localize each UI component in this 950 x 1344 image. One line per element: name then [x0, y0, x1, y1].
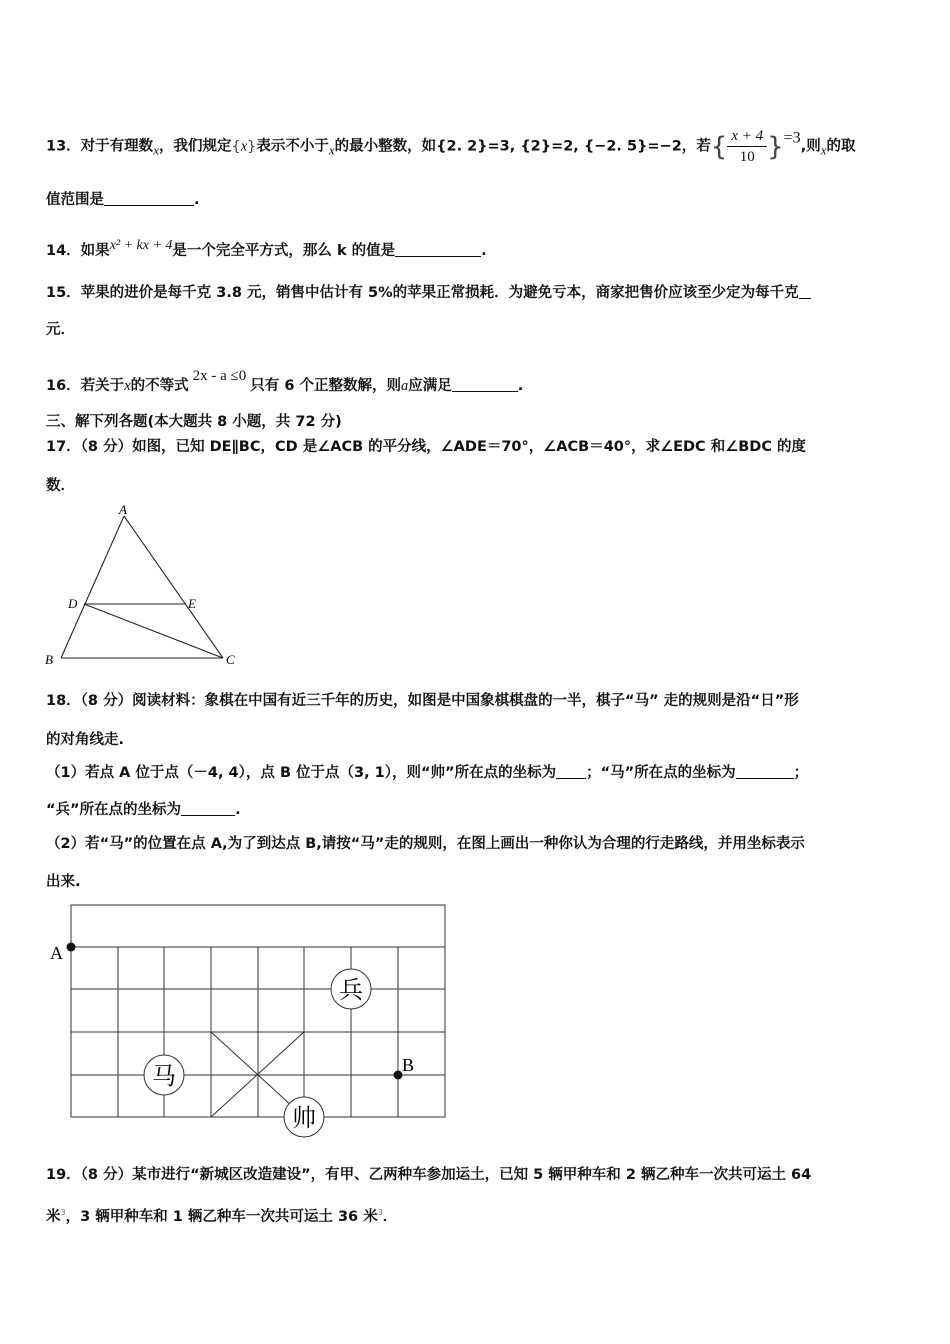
- label-a: A: [119, 502, 127, 517]
- q13-text-b: ，我们规定: [158, 138, 232, 155]
- q14-line: [46, 236, 487, 261]
- q18-line2-text: 的对角线走.: [46, 732, 125, 748]
- q13-frac-num: x + 4: [727, 126, 767, 147]
- q13-var-x: x: [153, 142, 159, 158]
- q19-text-a: 米: [46, 1208, 61, 1225]
- q16-text-c: 只有 6 个正整数解，则: [250, 378, 401, 394]
- q13-brace-open: {: [231, 138, 241, 155]
- q18-p1-text-d: “兵”所在点的坐标为: [46, 802, 182, 818]
- label-d: D: [68, 596, 78, 611]
- q16-period: .: [517, 378, 524, 394]
- q18-line1: [46, 691, 799, 711]
- q14-text-a: 14．如果: [46, 243, 110, 259]
- label-point-b: B: [402, 1055, 415, 1075]
- piece-bing-label: 兵: [339, 978, 363, 1004]
- q13-text-e: ,则: [800, 138, 821, 155]
- q19-text: 19．（8 分）某市进行“新城区改造建设”，有甲、乙两种车参加运土，已知 5 辆甲种车和 2 辆乙种车一次共可运土 64: [46, 1167, 812, 1183]
- q18-part2-line1: [46, 834, 805, 854]
- point-a: [67, 943, 76, 952]
- q14-text-b: 是一个完全平方式，那么 k 的值是: [172, 243, 396, 259]
- label-e: E: [188, 596, 196, 611]
- q16-var-x: x: [124, 378, 131, 394]
- q18-part1-line2: [46, 800, 241, 820]
- q19-line1: [46, 1165, 811, 1185]
- q19-text-c: ．: [382, 1208, 398, 1225]
- q17-text: 17．（8 分）如图，已知 DE∥BC，CD 是∠ACB 的平分线，∠ADE＝70°，∠ACB＝40°，求∠EDC 和∠BDC 的度: [46, 439, 807, 455]
- q17-line1: [46, 437, 806, 457]
- q14-period: .: [481, 243, 487, 259]
- q13-frac-den: 10: [739, 149, 755, 165]
- q14-answer-blank[interactable]: [395, 242, 481, 257]
- q18-part2-line2: [46, 872, 81, 892]
- q18-ma-blank[interactable]: [736, 764, 794, 779]
- q16-text-a: 16．若关于: [46, 378, 125, 394]
- label-b: B: [45, 652, 53, 667]
- q19-sup2: 3: [377, 1208, 383, 1217]
- q15-line2-text: 元．: [46, 322, 75, 338]
- q14-expr: x² + kx + 4: [109, 238, 173, 253]
- q17-line2: [46, 476, 75, 496]
- q13-line1: [46, 126, 855, 167]
- q13-line2: [46, 190, 200, 210]
- q13-line2-text: 值范围是: [46, 192, 104, 208]
- segment-ab: [61, 516, 124, 658]
- q17-line2-text: 数．: [46, 478, 75, 494]
- q13-fraction: [727, 126, 767, 167]
- triangle-figure: [40, 500, 250, 670]
- q13-text-f: 的取: [826, 138, 856, 155]
- q15-text: 15．苹果的进价是每千克 3.8 元，销售中估计有 5%的苹果正常损耗．为避免亏本，商家把售价应该至少定为每千克: [46, 285, 799, 301]
- piece-ma-label: 马: [152, 1064, 176, 1090]
- q15-line2: [46, 320, 75, 340]
- q13-answer-blank[interactable]: [104, 191, 194, 206]
- q13-period: .: [194, 192, 200, 208]
- q15-answer-blank[interactable]: [799, 284, 811, 299]
- q16-answer-blank[interactable]: [452, 377, 518, 392]
- q18-p2-text: （2）若“马”的位置在点 A,为了到达点 B,请按“马”走的规则，在图上画出一种你认为合理的行走路线，并用坐标表示: [46, 836, 805, 852]
- segment-ac: [124, 516, 223, 658]
- q18-text: 18．（8 分）阅读材料：象棋在中国有近三千年的历史，如图是中国象棋棋盘的一半，棋子“马” 走的规则是沿“日”形: [46, 693, 799, 709]
- label-c: C: [226, 652, 235, 667]
- q16-text-b: 的不等式: [130, 378, 189, 394]
- piece-ma[interactable]: [144, 1055, 184, 1095]
- q18-p1-text-b: ；“马”所在点的坐标为: [586, 765, 736, 781]
- chess-board: [40, 895, 460, 1145]
- q13-eq: =3: [783, 129, 801, 147]
- q13-brace-close: }: [247, 138, 257, 155]
- q16-var-a: a: [400, 378, 409, 394]
- piece-shuai[interactable]: [284, 1097, 324, 1137]
- q16-line: [46, 366, 523, 396]
- q19-line2: [46, 1203, 397, 1227]
- label-point-a: A: [50, 943, 63, 963]
- q13-text-d: 的最小整数，如{2. 2}=3, {2}=2, {−2. 5}=−2，若: [334, 138, 711, 155]
- q15-line1: [46, 283, 811, 303]
- q13-text-a: 13．对于有理数: [46, 138, 154, 155]
- section3-text: 三、解下列各题(本大题共 8 小题，共 72 分): [46, 414, 342, 430]
- q16-inequality: 2x - a ≤0: [192, 368, 247, 384]
- q13-brace-x: x: [240, 138, 248, 155]
- q18-p1-text-c: ；: [793, 765, 809, 781]
- q13-frac-brace-close: }: [767, 131, 784, 162]
- q16-text-d: 应满足: [408, 378, 452, 394]
- q13-frac-brace-open: {: [710, 131, 728, 162]
- q19-text-b: ，3 辆甲种车和 1 辆乙种车一次共可运土 36 米: [65, 1208, 378, 1225]
- piece-shuai-label: 帅: [292, 1106, 316, 1132]
- segment-dc: [84, 604, 223, 658]
- q13-var-x2: x: [328, 142, 335, 158]
- q18-p1-period: .: [235, 802, 241, 818]
- board-grid: [71, 905, 445, 1117]
- q19-sup1: 3: [60, 1208, 66, 1217]
- q13-var-x3: x: [820, 142, 827, 158]
- section3-heading: [46, 412, 342, 432]
- q18-p2-line2-text: 出来.: [46, 874, 81, 890]
- q18-line2: [46, 730, 124, 750]
- q18-shuai-blank[interactable]: [556, 764, 586, 779]
- q18-bing-blank[interactable]: [181, 801, 235, 816]
- q18-part1-line1: [46, 763, 808, 783]
- piece-bing[interactable]: [331, 969, 371, 1009]
- q13-text-c: 表示不小于: [256, 138, 329, 155]
- q18-p1-text-a: （1）若点 A 位于点（－4, 4），点 B 位于点（3, 1），则“帅”所在点的坐标为: [46, 765, 557, 781]
